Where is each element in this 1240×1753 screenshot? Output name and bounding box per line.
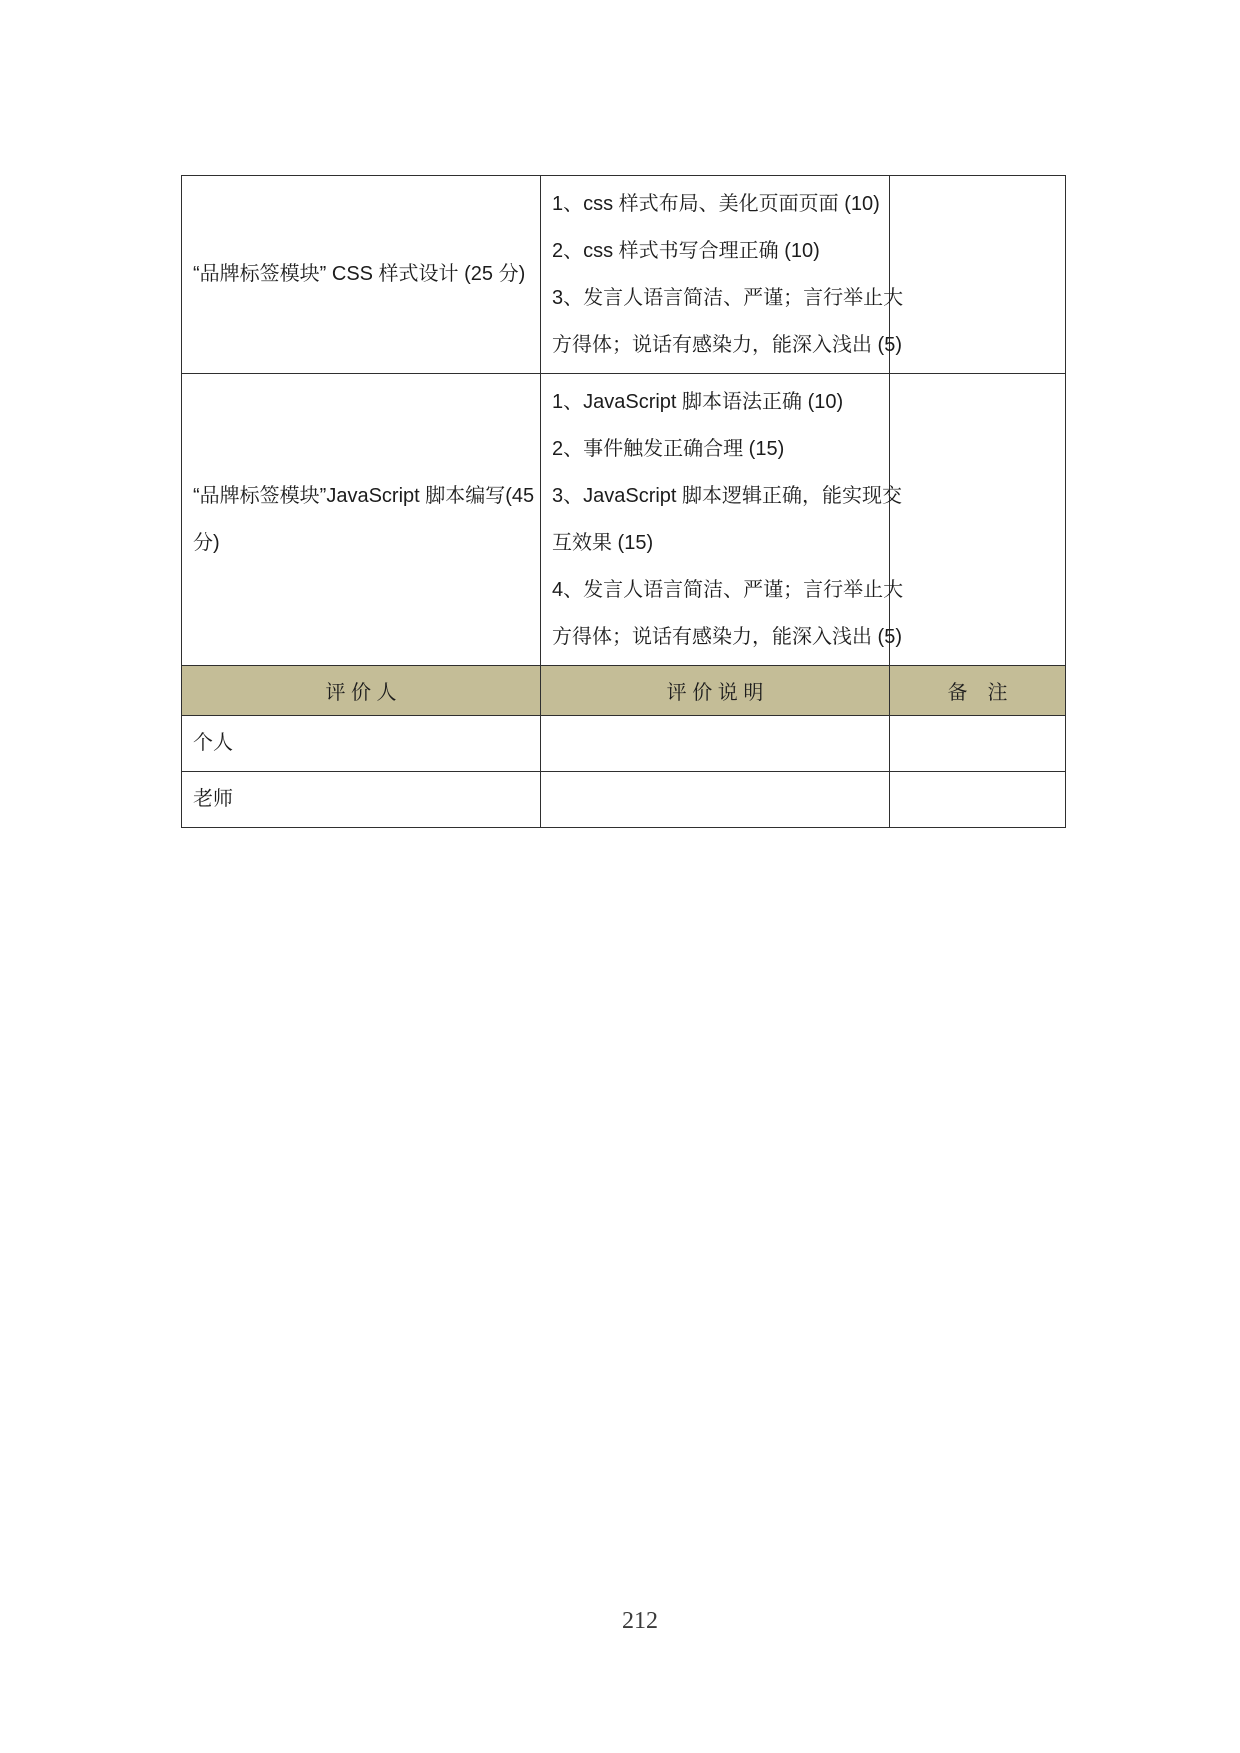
task-title-cell [182,374,541,666]
remark-cell [890,772,1066,828]
note-cell [890,374,1066,666]
page-number: 212 [622,1608,658,1634]
evaluator-name: 个人 [193,732,233,754]
criteria-line: 互效果 (15) [552,531,654,554]
criteria-line: 1、css 样式布局、美化页面页面 (10) [552,192,880,215]
table-row-js-script [182,374,1066,666]
criteria-line: 3、发言人语言简洁、严谨；言行举止大 [552,286,904,309]
header-evaluation-description: 评 价 说 明 [541,666,890,716]
evaluator-name-cell [182,772,541,828]
table-row-css-design [182,176,1066,374]
criteria-line: 4、发言人语言简洁、严谨；言行举止大 [552,578,904,601]
criteria-cell [541,374,904,666]
evaluator-name: 老师 [193,788,233,810]
criteria-line: 2、css 样式书写合理正确 (10) [552,239,820,262]
task-title-cell [182,176,541,374]
task-title: 分) [193,531,220,554]
table-row-teacher [182,772,1066,828]
evaluation-description-cell [541,772,890,828]
task-title: “品牌标签模块”JavaScript 脚本编写(45 [193,484,535,507]
criteria-line: 方得体；说话有感染力，能深入浅出 (5) [552,625,902,648]
note-cell [890,176,1066,374]
task-title: “品牌标签模块” CSS 样式设计 (25 分) [193,263,526,285]
table-header-row [182,666,1066,716]
criteria-line: 3、JavaScript 脚本逻辑正确，能实现交 [552,484,903,507]
evaluator-name-cell [182,716,541,772]
criteria-line: 方得体；说话有感染力，能深入浅出 (5) [552,333,902,356]
criteria-line: 1、JavaScript 脚本语法正确 (10) [552,390,844,413]
evaluation-description-cell [541,716,890,772]
criteria-cell [541,176,904,374]
remark-cell [890,716,1066,772]
criteria-line: 2、事件触发正确合理 (15) [552,437,785,460]
table-row-individual [182,716,1066,772]
evaluation-table [181,175,1066,828]
header-remark: 备 注 [890,666,1066,716]
header-evaluator: 评 价 人 [182,666,541,716]
